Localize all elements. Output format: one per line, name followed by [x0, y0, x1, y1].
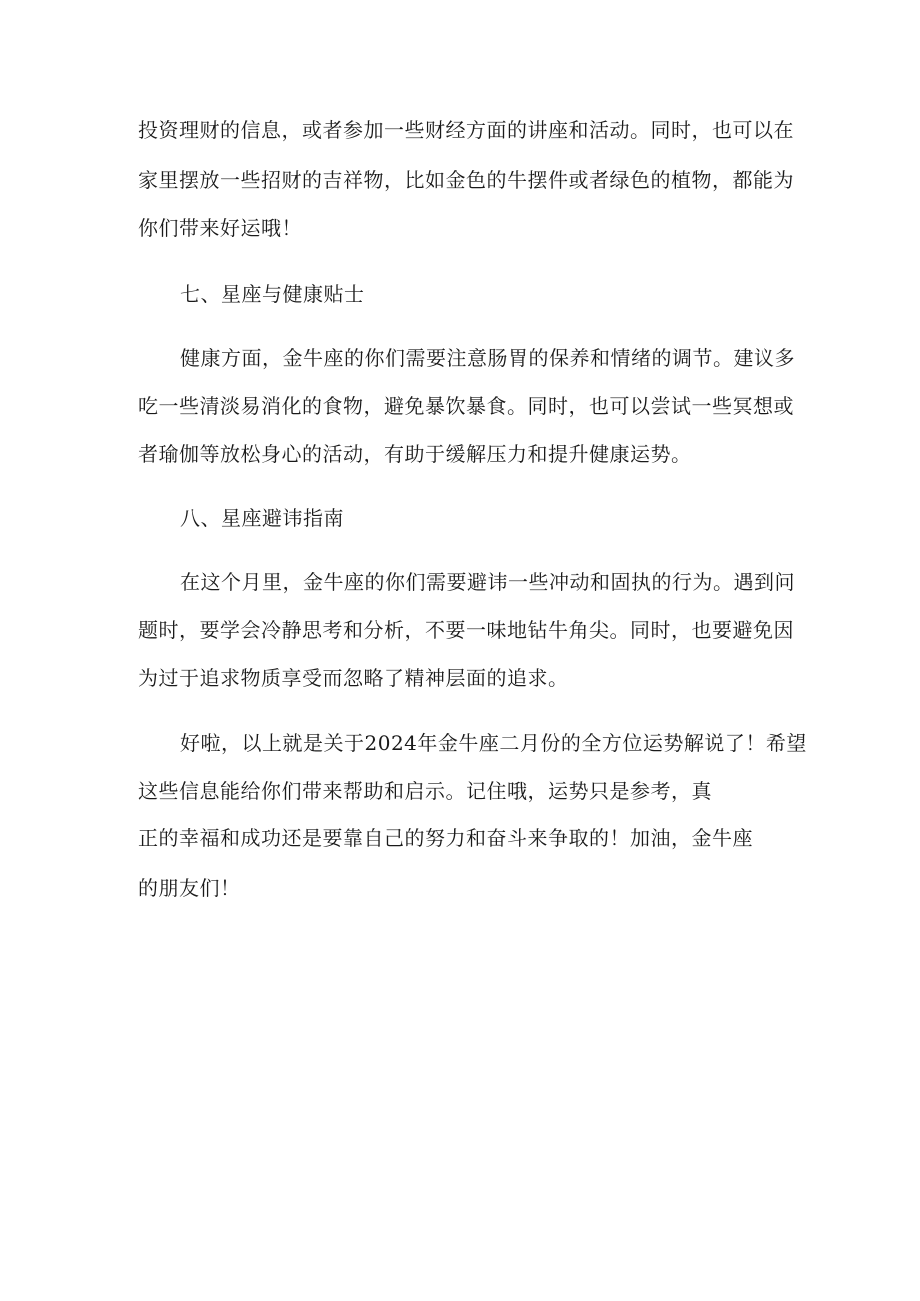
- paragraph-line: 为过于追求物质享受而忽略了精神层面的追求。: [138, 666, 569, 690]
- paragraph-line: 题时，要学会冷静思考和分析，不要一味地钻牛角尖。同时，也要避免因: [138, 618, 794, 642]
- section-heading: 七、星座与健康贴士: [180, 282, 365, 306]
- paragraph-line: 在这个月里，金牛座的你们需要避讳一些冲动和固执的行为。遇到问: [180, 570, 795, 594]
- paragraph-line: 投资理财的信息，或者参加一些财经方面的讲座和活动。同时，也可以在: [138, 118, 794, 142]
- section-heading: 八、星座避讳指南: [180, 506, 344, 530]
- paragraph-line: 正的幸福和成功还是要靠自己的努力和奋斗来争取的！加油，金牛座: [138, 826, 753, 850]
- paragraph-line: 好啦，以上就是关于2024年金牛座二月份的全方位运势解说了！希望: [180, 731, 807, 755]
- paragraph-line: 健康方面，金牛座的你们需要注意肠胃的保养和情绪的调节。建议多: [180, 346, 795, 370]
- paragraph-line: 这些信息能给你们带来帮助和启示。记住哦，运势只是参考，真: [138, 779, 712, 803]
- paragraph-line: 者瑜伽等放松身心的活动，有助于缓解压力和提升健康运势。: [138, 442, 692, 466]
- paragraph-line: 吃一些清淡易消化的食物，避免暴饮暴食。同时，也可以尝试一些冥想或: [138, 394, 794, 418]
- paragraph-line: 的朋友们！: [138, 876, 241, 900]
- paragraph-line: 你们带来好运哦！: [138, 216, 302, 240]
- paragraph-line: 家里摆放一些招财的吉祥物，比如金色的牛摆件或者绿色的植物，都能为: [138, 168, 794, 192]
